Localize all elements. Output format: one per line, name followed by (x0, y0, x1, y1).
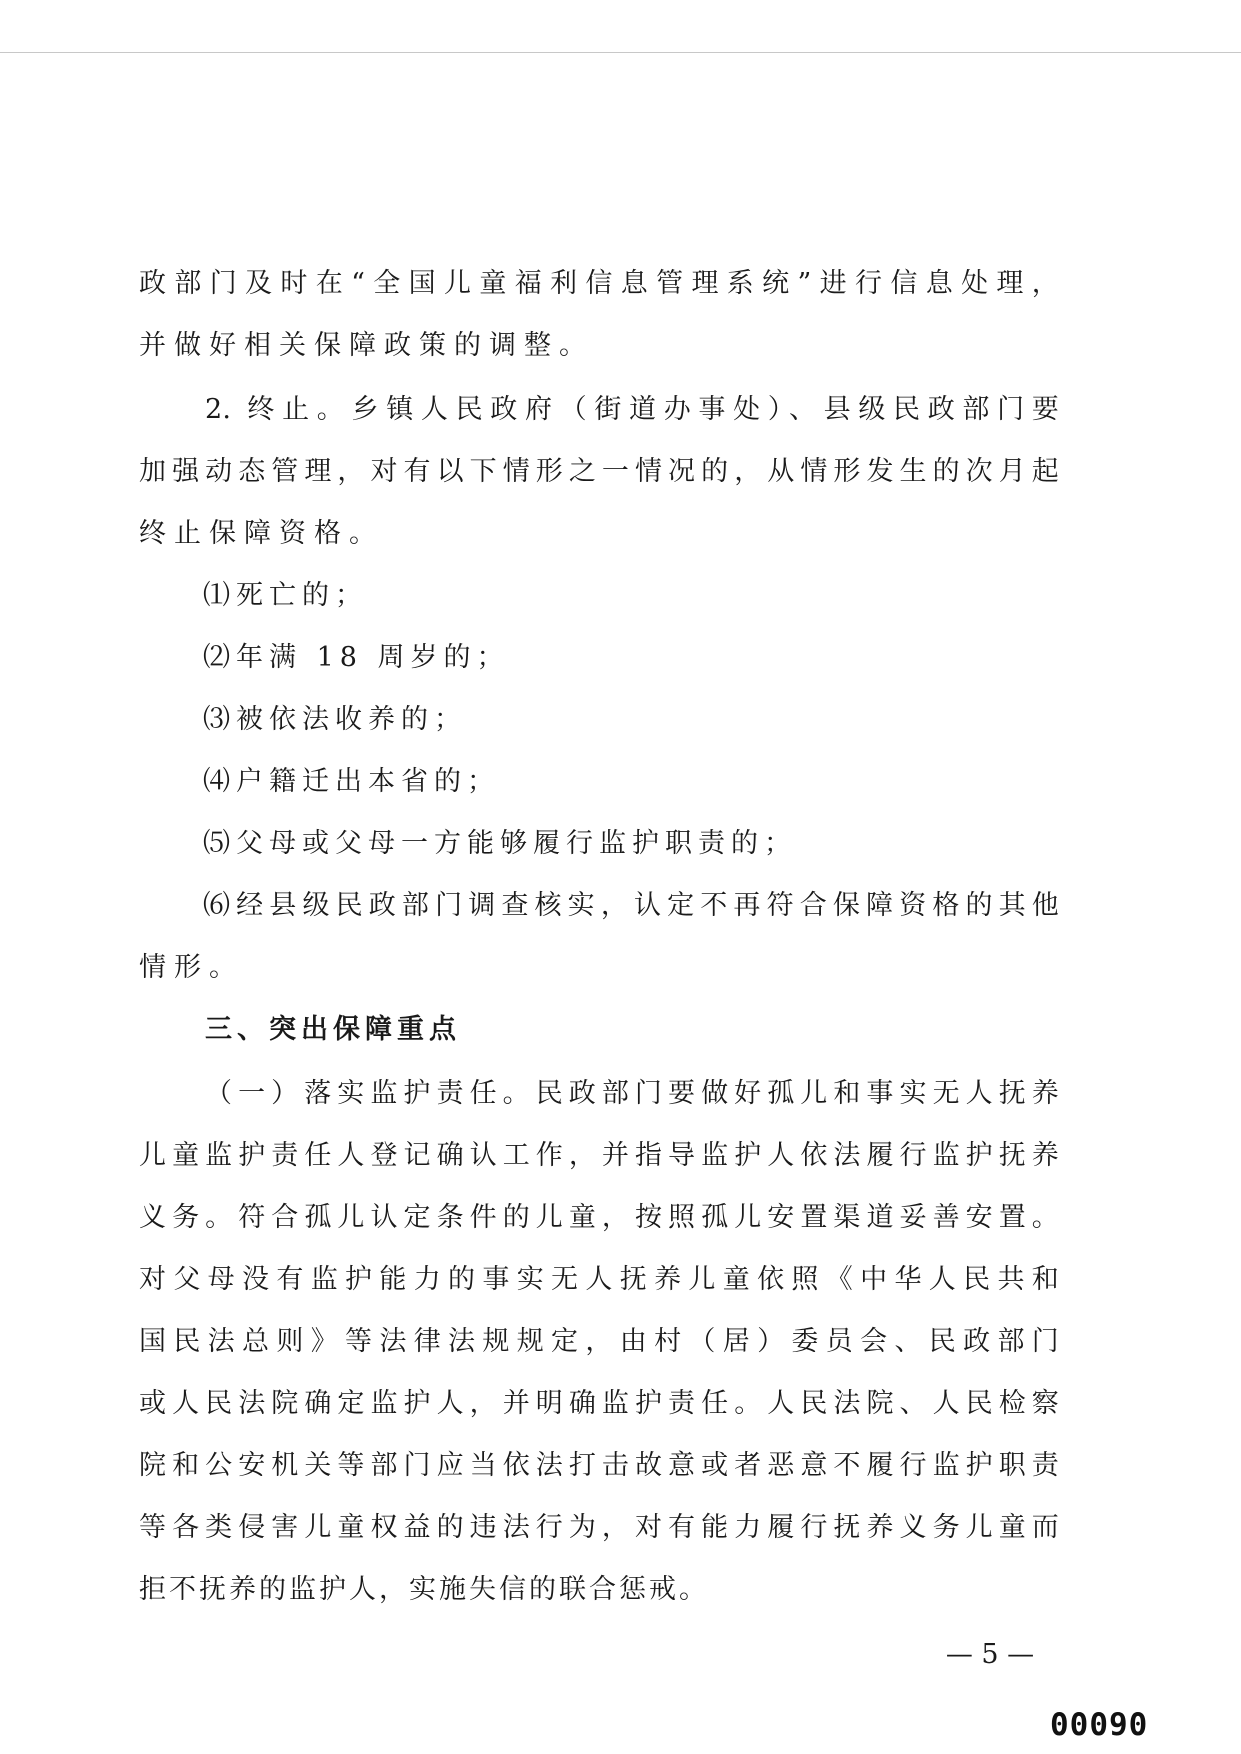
archive-stamp-number: 00090 (1050, 1707, 1149, 1743)
list-item: ⑸父母或父母一方能够履行监护职责的； (203, 828, 797, 859)
list-item: ⑵年满 18 周岁的； (203, 642, 510, 673)
header-rule (0, 52, 1241, 53)
paragraph-line: 政部门及时在“全国儿童福利信息管理系统”进行信息处理， (139, 268, 1059, 299)
paragraph-line: 等各类侵害儿童权益的违法行为，对有能力履行抚养义务儿童而 (139, 1512, 1059, 1543)
paragraph-line: 加强动态管理，对有以下情形之一情况的，从情形发生的次月起 (139, 456, 1059, 487)
paragraph-line: 终止保障资格。 (139, 518, 384, 549)
paragraph-line: 情形。 (139, 952, 244, 983)
paragraph-line: 或人民法院确定监护人，并明确监护责任。人民法院、人民检察 (139, 1388, 1059, 1419)
list-item: ⑶被依法收养的； (203, 704, 467, 735)
paragraph-line: 拒不抚养的监护人，实施失信的联合惩戒。 (139, 1574, 709, 1605)
paragraph-line: 院和公安机关等部门应当依法打击故意或者恶意不履行监护职责 (139, 1450, 1059, 1481)
section-heading: 三、突出保障重点 (205, 1014, 461, 1045)
list-item: ⑴死亡的； (203, 580, 368, 611)
paragraph-line: 儿童监护责任人登记确认工作，并指导监护人依法履行监护抚养 (139, 1140, 1059, 1171)
paragraph-line: 义务。符合孤儿认定条件的儿童，按照孤儿安置渠道妥善安置。 (139, 1202, 1059, 1233)
list-item: ⑷户籍迁出本省的； (203, 766, 500, 797)
page-number: — 5 — (945, 1639, 1035, 1670)
list-item: ⑹经县级民政部门调查核实，认定不再符合保障资格的其他 (203, 890, 1059, 921)
paragraph-line: （一）落实监护责任。民政部门要做好孤儿和事实无人抚养 (205, 1078, 1059, 1109)
paragraph-line: 2. 终止。乡镇人民政府（街道办事处）、县级民政部门要 (205, 394, 1059, 425)
paragraph-line: 对父母没有监护能力的事实无人抚养儿童依照《中华人民共和 (139, 1264, 1059, 1295)
paragraph-line: 并做好相关保障政策的调整。 (139, 330, 594, 361)
paragraph-line: 国民法总则》等法律法规规定，由村（居）委员会、民政部门 (139, 1326, 1059, 1357)
